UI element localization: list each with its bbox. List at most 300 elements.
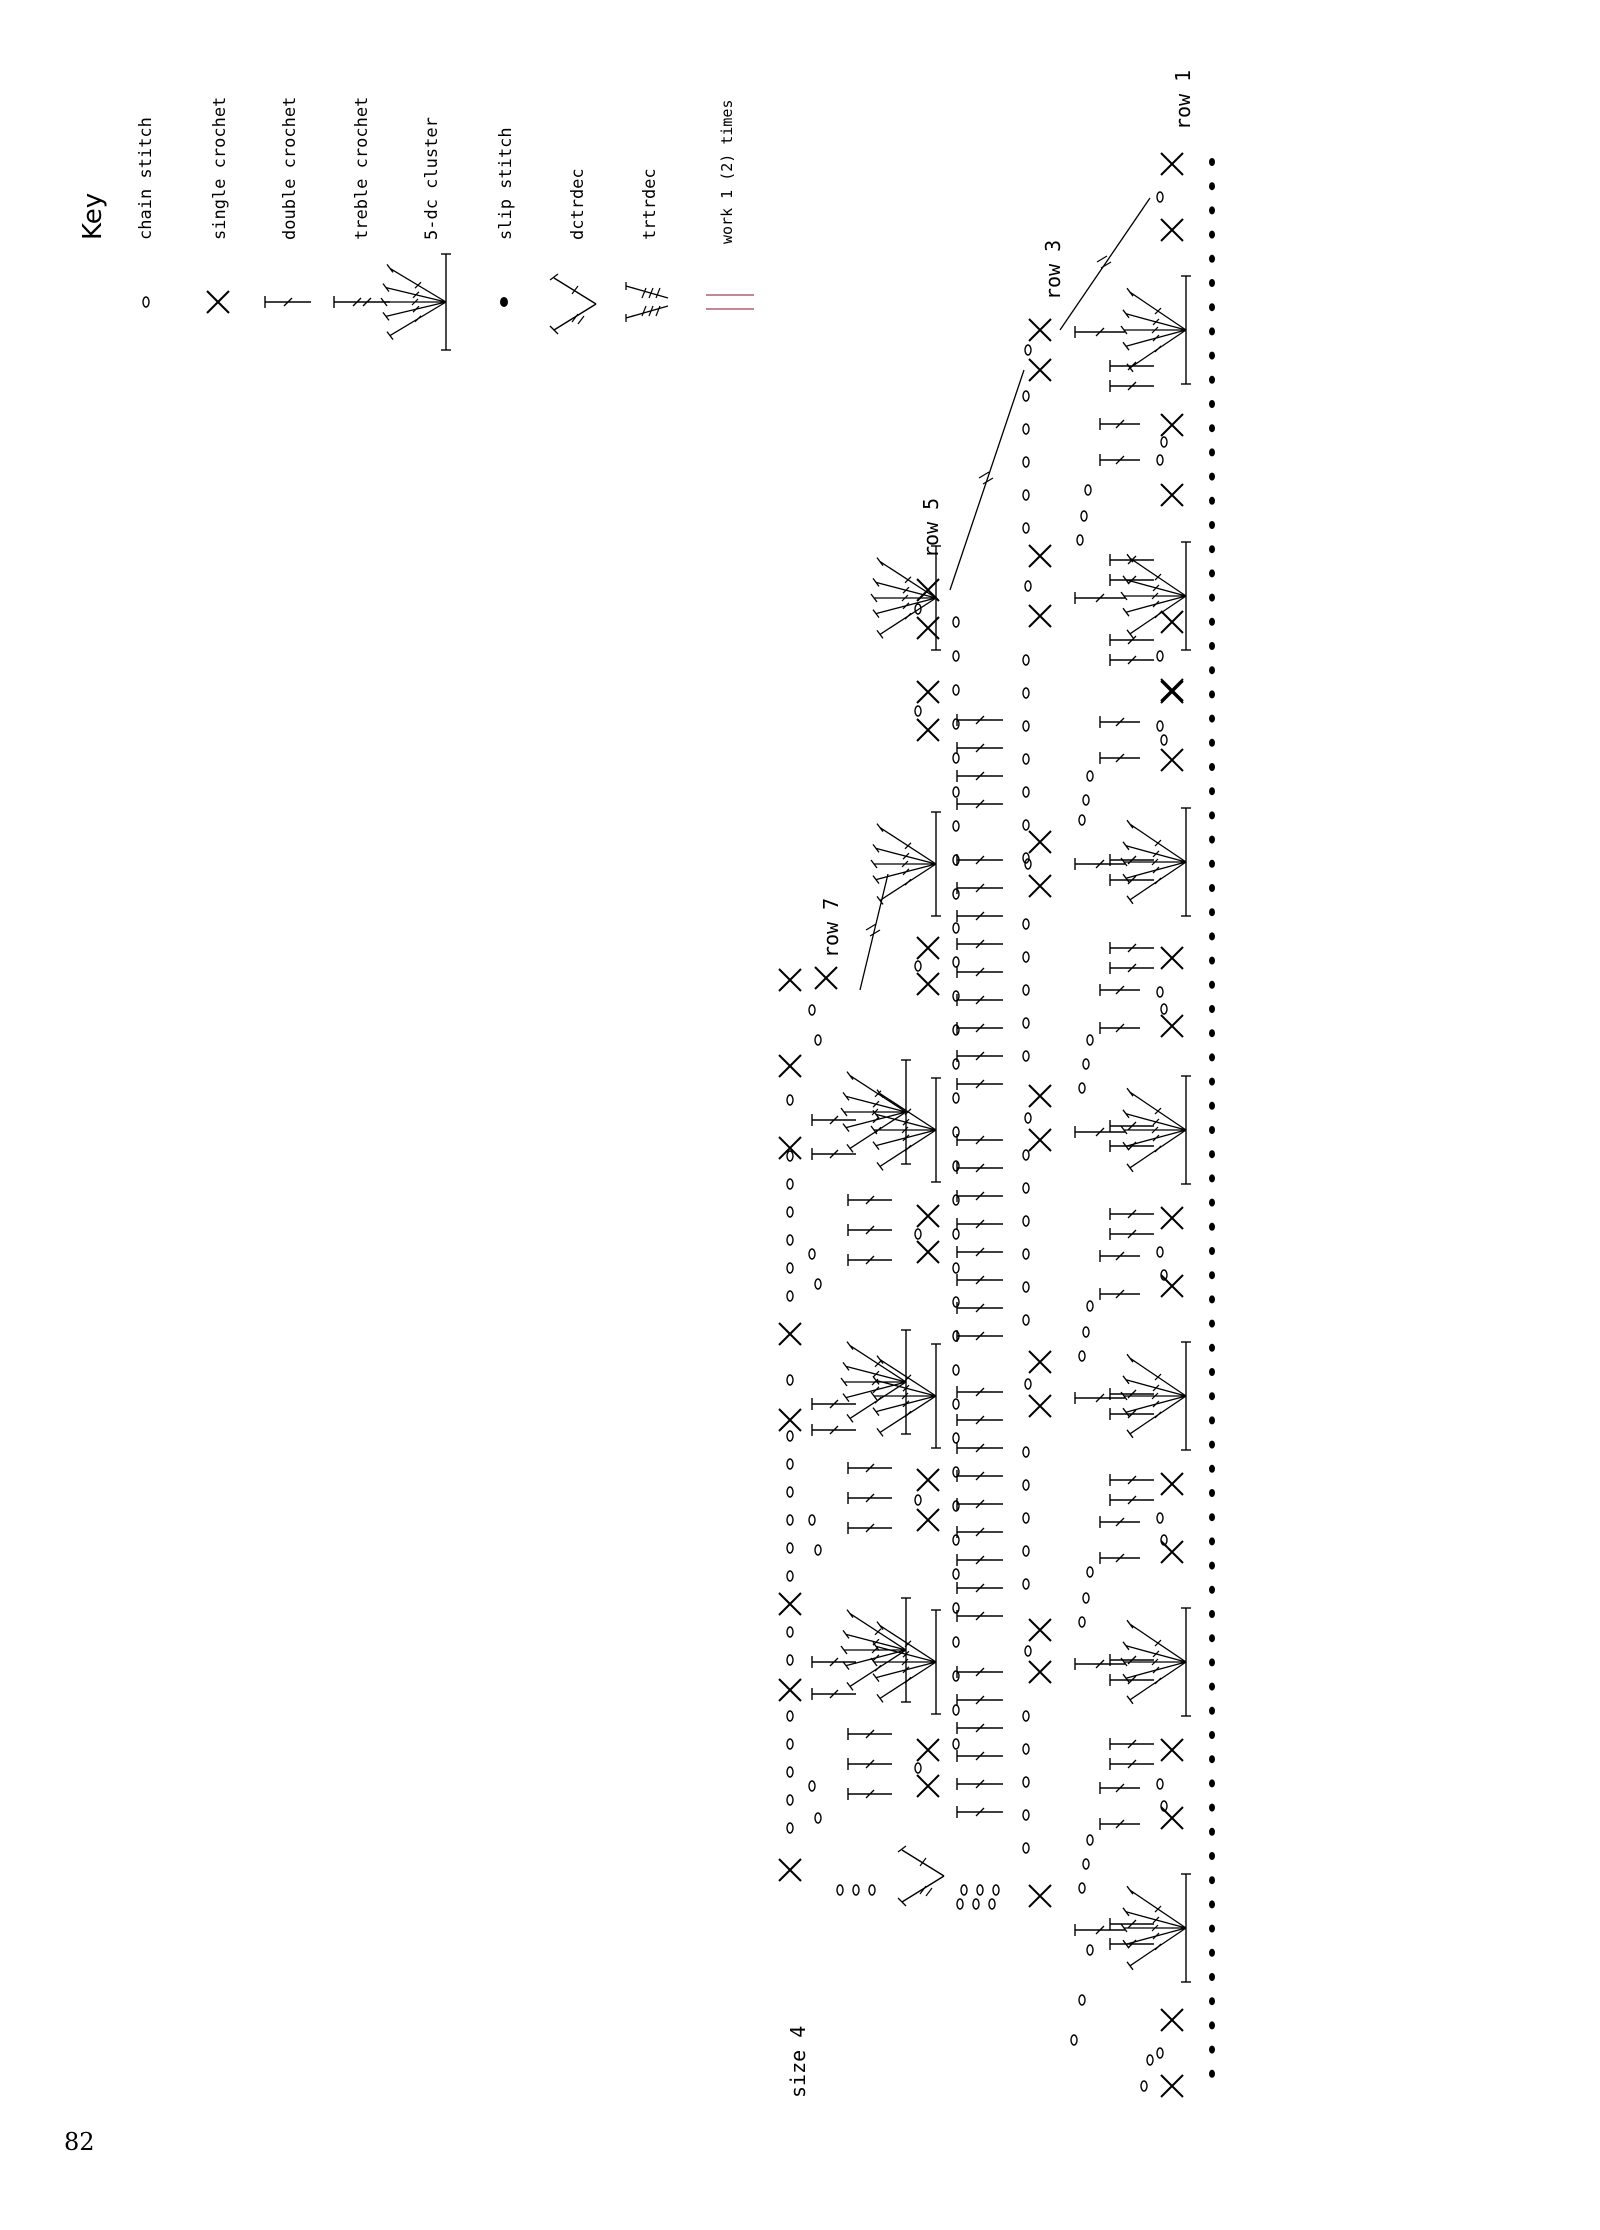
double-crochet-symbol (812, 1148, 856, 1160)
slip-stitch-symbol (1209, 1320, 1215, 1328)
chain-stitch-symbol (1025, 345, 1031, 355)
double-crochet-symbol (957, 1778, 1003, 1790)
single-crochet-symbol (1029, 1129, 1051, 1151)
chain-stitch-symbol (787, 1515, 793, 1525)
chain-stitch-symbol (977, 1885, 983, 1895)
turning-chain-row-5 (950, 370, 1024, 590)
slip-stitch-symbol (1209, 182, 1215, 190)
chain-stitch-symbol (1025, 1113, 1031, 1123)
single-crochet-symbol (1161, 1207, 1183, 1229)
chain-stitch-symbol (1157, 1247, 1163, 1257)
key-symbols (143, 254, 754, 350)
double-crochet-symbol (1110, 554, 1154, 566)
single-crochet-symbol (779, 1409, 801, 1431)
chain-stitch-symbol (1079, 1617, 1085, 1627)
slip-stitch-symbol (1209, 594, 1215, 602)
chain-stitch-symbol (1023, 1018, 1029, 1028)
slip-stitch-symbol (1209, 569, 1215, 577)
double-crochet-symbol (1110, 380, 1154, 392)
five-dc-cluster-symbol (871, 546, 941, 650)
slip-stitch-symbol (1209, 448, 1215, 456)
slip-stitch-symbol (1209, 690, 1215, 698)
double-crochet-symbol (957, 1414, 1003, 1426)
chain-stitch-symbol (1023, 1744, 1029, 1754)
chain-stitch-symbol (993, 1885, 999, 1895)
double-crochet-symbol (957, 1442, 1003, 1454)
row-label-5: row 5 (919, 497, 943, 558)
chain-stitch-symbol (953, 1127, 959, 1137)
chain-stitch-symbol (1079, 1351, 1085, 1361)
chain-stitch-symbol (787, 1543, 793, 1553)
chain-stitch-symbol (1079, 815, 1085, 825)
chain-stitch-symbol (915, 1229, 921, 1239)
double-crochet-symbol (957, 1582, 1003, 1594)
slip-stitch-symbol (1209, 2021, 1215, 2029)
double-crochet-symbol (1110, 942, 1154, 954)
chain-stitch-symbol (1023, 919, 1029, 929)
double-crochet-symbol (957, 1526, 1003, 1538)
slip-stitch-symbol (1209, 1029, 1215, 1037)
chain-stitch-symbol (1023, 1711, 1029, 1721)
double-crochet-symbol (957, 910, 1003, 922)
double-crochet-symbol (957, 742, 1003, 754)
chain-stitch-symbol (915, 1763, 921, 1773)
chain-stitch-symbol (1023, 523, 1029, 533)
key-title: Key (78, 192, 108, 240)
key-label-5dc-cluster: 5-dc cluster (422, 117, 442, 240)
double-crochet-symbol (957, 1470, 1003, 1482)
double-crochet-symbol (957, 714, 1003, 726)
slip-stitch-symbol (1209, 1973, 1215, 1981)
single-crochet-symbol (1161, 1739, 1183, 1761)
slip-stitch-symbol (1209, 1779, 1215, 1787)
chain-stitch-symbol (787, 1263, 793, 1273)
row-label-1: row 1 (1171, 69, 1195, 130)
slip-stitch-symbol (1209, 1755, 1215, 1763)
double-crochet-symbol (848, 1788, 892, 1800)
chain-stitch-symbol (953, 1637, 959, 1647)
slip-stitch-symbol (1209, 1804, 1215, 1812)
chain-stitch-symbol (1023, 1810, 1029, 1820)
chain-stitch-symbol (815, 1813, 821, 1823)
double-crochet-symbol (957, 1750, 1003, 1762)
slip-stitch-symbol (1209, 1489, 1215, 1497)
double-crochet-symbol (957, 1330, 1003, 1342)
chain-stitch-symbol (1023, 391, 1029, 401)
double-crochet-symbol (957, 1694, 1003, 1706)
slip-stitch-symbol (1209, 932, 1215, 940)
single-crochet-symbol (1161, 1473, 1183, 1495)
double-crochet-symbol (957, 1806, 1003, 1818)
chain-stitch-symbol (973, 1899, 979, 1909)
single-crochet-symbol (1161, 414, 1183, 436)
five-dc-cluster-symbol (841, 1598, 911, 1702)
single-crochet-symbol (1161, 749, 1183, 771)
slip-stitch-symbol (1209, 206, 1215, 214)
chain-stitch-symbol (915, 961, 921, 971)
chain-stitch-symbol (953, 1059, 959, 1069)
chain-stitch-symbol (1087, 1301, 1093, 1311)
slip-stitch-symbol (1209, 860, 1215, 868)
five-dc-cluster-symbol (1121, 1874, 1191, 1982)
single-crochet-symbol (815, 967, 837, 989)
chain-stitch-symbol (953, 617, 959, 627)
double-crochet-symbol (1100, 1250, 1140, 1262)
chain-stitch-symbol (915, 1495, 921, 1505)
single-crochet-symbol (1029, 319, 1051, 341)
slip-stitch-symbol (1209, 1925, 1215, 1933)
repeat-marker-symbol (706, 295, 754, 309)
slip-stitch-symbol (1209, 1852, 1215, 1860)
chain-stitch-symbol (787, 1207, 793, 1217)
double-crochet-symbol (1110, 574, 1154, 586)
slip-stitch-symbol (1209, 957, 1215, 965)
single-crochet-symbol (917, 681, 939, 703)
chain-stitch-symbol (809, 1781, 815, 1791)
chain-stitch-symbol (953, 957, 959, 967)
chain-stitch-symbol (1085, 485, 1091, 495)
double-crochet-symbol (1075, 592, 1125, 604)
double-crochet-symbol (812, 1398, 856, 1410)
chain-stitch-symbol (815, 1035, 821, 1045)
chain-stitch-symbol (1025, 1646, 1031, 1656)
chain-stitch-symbol (1161, 1004, 1167, 1014)
single-crochet-symbol (1161, 2075, 1183, 2097)
single-crochet-symbol (917, 1775, 939, 1797)
chain-stitch-symbol (869, 1885, 875, 1895)
slip-stitch-symbol (1209, 1949, 1215, 1957)
single-crochet-symbol (1029, 605, 1051, 627)
single-crochet-symbol (917, 1205, 939, 1227)
chain-stitch-symbol (1023, 1480, 1029, 1490)
chain-stitch-symbol (1157, 2048, 1163, 2058)
slip-stitch-symbol (1209, 521, 1215, 529)
chain-stitch-symbol (953, 1739, 959, 1749)
chain-stitch-symbol (915, 706, 921, 716)
chain-stitch-symbol (1087, 1035, 1093, 1045)
slip-stitch-symbol (1209, 303, 1215, 311)
chain-stitch-symbol (787, 1431, 793, 1441)
row-label-3: row 3 (1041, 239, 1065, 300)
chain-stitch-symbol (787, 1235, 793, 1245)
double-crochet-symbol (957, 994, 1003, 1006)
chain-stitch-symbol (1023, 952, 1029, 962)
chain-stitch-symbol (815, 1279, 821, 1289)
single-crochet-symbol (1029, 875, 1051, 897)
chain-stitch-symbol (1023, 1183, 1029, 1193)
chain-stitch-symbol (1023, 1843, 1029, 1853)
single-crochet-symbol (917, 937, 939, 959)
double-crochet-symbol (1100, 1818, 1140, 1830)
slip-stitch-symbol (1209, 836, 1215, 844)
chain-stitch-symbol (953, 1603, 959, 1613)
double-crochet-symbol (1075, 1126, 1125, 1138)
chain-stitch-symbol (787, 1767, 793, 1777)
slip-stitch-symbol (1209, 158, 1215, 166)
slip-stitch-symbol (1209, 2070, 1215, 2078)
double-crochet-symbol (957, 1246, 1003, 1258)
chain-stitch-symbol (1071, 2035, 1077, 2045)
double-crochet-symbol (812, 1114, 856, 1126)
chain-stitch-symbol (1023, 1579, 1029, 1589)
key-label-dctrdec: dctrdec (568, 168, 588, 240)
chain-stitch-symbol (787, 1711, 793, 1721)
slip-stitch-symbol (1209, 1223, 1215, 1231)
double-crochet-symbol (957, 1498, 1003, 1510)
double-crochet-symbol (957, 770, 1003, 782)
chain-stitch-symbol (787, 1095, 793, 1105)
double-crochet-symbol (1110, 1938, 1154, 1950)
chart-symbols (779, 153, 1215, 2097)
double-crochet-symbol (1075, 326, 1125, 338)
single-crochet-symbol (917, 973, 939, 995)
single-crochet-symbol (1161, 1275, 1183, 1297)
five-dc-cluster-symbol (1121, 1076, 1191, 1184)
chain-stitch-symbol (1023, 1282, 1029, 1292)
chain-stitch-symbol (953, 991, 959, 1001)
double-crochet-symbol (957, 966, 1003, 978)
chain-stitch-symbol (809, 1515, 815, 1525)
slip-stitch-symbol (1209, 327, 1215, 335)
slip-stitch-symbol (1209, 279, 1215, 287)
slip-stitch-symbol (1209, 473, 1215, 481)
slip-stitch-symbol (1209, 1126, 1215, 1134)
single-crochet-symbol (779, 1593, 801, 1615)
slip-stitch-symbol (1209, 400, 1215, 408)
slip-stitch-symbol (1209, 1997, 1215, 2005)
single-crochet-symbol (1161, 947, 1183, 969)
slip-stitch-symbol (1209, 908, 1215, 916)
double-crochet-symbol (812, 1424, 856, 1436)
double-crochet-symbol (1110, 962, 1154, 974)
chain-stitch-symbol (787, 1459, 793, 1469)
slip-stitch-symbol (1209, 1053, 1215, 1061)
slip-stitch-symbol (1209, 1199, 1215, 1207)
slip-stitch-symbol (1209, 255, 1215, 263)
turning-chain-row-7 (860, 874, 888, 990)
double-crochet-symbol (1100, 418, 1140, 430)
chain-stitch-symbol (953, 719, 959, 729)
slip-stitch-symbol (1209, 1247, 1215, 1255)
chain-stitch-symbol (1083, 1327, 1089, 1337)
chain-stitch-symbol (787, 1375, 793, 1385)
double-crochet-symbol (848, 1254, 892, 1266)
double-crochet-symbol (957, 1190, 1003, 1202)
chain-stitch-symbol (1023, 1216, 1029, 1226)
double-crochet-symbol (957, 1722, 1003, 1734)
single-crochet-symbol (1161, 681, 1183, 703)
double-crochet-symbol (957, 938, 1003, 950)
single-crochet-symbol (1029, 545, 1051, 567)
double-crochet-symbol (1100, 1022, 1140, 1034)
chain-stitch-symbol (787, 1151, 793, 1161)
single-crochet-symbol (1029, 1395, 1051, 1417)
chain-stitch-symbol (1023, 688, 1029, 698)
chain-stitch-symbol (787, 1823, 793, 1833)
five-dc-cluster-symbol (841, 1060, 911, 1164)
chain-stitch-symbol (787, 1571, 793, 1581)
double-crochet-symbol (1100, 1288, 1140, 1300)
slip-stitch-symbol (1209, 1392, 1215, 1400)
chain-stitch-symbol (787, 1795, 793, 1805)
chain-stitch-symbol (1087, 1945, 1093, 1955)
single-crochet-symbol (1161, 484, 1183, 506)
five-dc-cluster-symbol (381, 254, 451, 350)
double-crochet-symbol (1100, 1552, 1140, 1564)
single-crochet-symbol (207, 291, 229, 313)
chain-stitch-symbol (1079, 1083, 1085, 1093)
slip-stitch-symbol (1209, 1537, 1215, 1545)
chain-stitch-symbol (1023, 655, 1029, 665)
chain-stitch-symbol (787, 1627, 793, 1637)
slip-stitch-symbol (1209, 666, 1215, 674)
slip-stitch-symbol (1209, 1707, 1215, 1715)
single-crochet-symbol (779, 1137, 801, 1159)
slip-stitch-symbol (1209, 1465, 1215, 1473)
slip-stitch-symbol (1209, 497, 1215, 505)
key-label-single-crochet: single crochet (210, 96, 230, 240)
single-crochet-symbol (1161, 1015, 1183, 1037)
chain-stitch-symbol (1023, 853, 1029, 863)
chain-stitch-symbol (1023, 754, 1029, 764)
slip-stitch-symbol (1209, 1876, 1215, 1884)
key-label-trtrdec: trtrdec (640, 168, 660, 240)
chain-stitch-symbol (953, 1399, 959, 1409)
slip-stitch-symbol (1209, 1102, 1215, 1110)
slip-stitch-symbol (1209, 1174, 1215, 1182)
chain-stitch-symbol (961, 1885, 967, 1895)
slip-stitch-symbol (1209, 1731, 1215, 1739)
single-crochet-symbol (1161, 2009, 1183, 2031)
double-crochet-symbol (1100, 752, 1140, 764)
double-crochet-symbol (1110, 654, 1154, 666)
chain-stitch-symbol (1023, 1513, 1029, 1523)
double-crochet-symbol (957, 882, 1003, 894)
chain-stitch-symbol (1157, 1513, 1163, 1523)
double-crochet-symbol (1110, 1228, 1154, 1240)
five-dc-cluster-symbol (1121, 808, 1191, 916)
slip-stitch-symbol (1209, 642, 1215, 650)
chain-stitch-symbol (953, 1467, 959, 1477)
single-crochet-symbol (779, 1679, 801, 1701)
chain-stitch-symbol (1083, 1859, 1089, 1869)
chain-stitch-symbol (1087, 1835, 1093, 1845)
chain-stitch-symbol (953, 1365, 959, 1375)
double-crochet-symbol (957, 1078, 1003, 1090)
single-crochet-symbol (1029, 1351, 1051, 1373)
chain-stitch-symbol (953, 1671, 959, 1681)
slip-stitch-symbol (1209, 1828, 1215, 1836)
double-crochet-symbol (1110, 1494, 1154, 1506)
double-crochet-symbol (1110, 1140, 1154, 1152)
double-crochet-symbol (1100, 454, 1140, 466)
five-dc-cluster-symbol (1121, 542, 1191, 650)
slip-stitch-symbol (500, 297, 508, 307)
slip-stitch-symbol (1209, 1683, 1215, 1691)
key-label-treble-crochet: treble crochet (352, 96, 372, 240)
double-crochet-symbol (957, 1554, 1003, 1566)
five-dc-cluster-symbol (1121, 276, 1191, 384)
chain-stitch-symbol (953, 1569, 959, 1579)
double-crochet-symbol (957, 1666, 1003, 1678)
slip-stitch-symbol (1209, 811, 1215, 819)
chain-stitch-symbol (809, 1005, 815, 1015)
turning-chain-row-3 (1060, 198, 1150, 330)
key-label-double-crochet: double crochet (280, 96, 300, 240)
chain-stitch-symbol (1025, 859, 1031, 869)
double-crochet-symbol (957, 1302, 1003, 1314)
single-crochet-symbol (1161, 611, 1183, 633)
chain-stitch-symbol (1157, 721, 1163, 731)
chain-stitch-symbol (953, 1161, 959, 1171)
chain-stitch-symbol (957, 1899, 963, 1909)
slip-stitch-symbol (1209, 739, 1215, 747)
slip-stitch-symbol (1209, 1658, 1215, 1666)
single-crochet-symbol (917, 1509, 939, 1531)
double-crochet-symbol (265, 296, 311, 308)
double-crochet-symbol (812, 1656, 856, 1668)
slip-stitch-symbol (1209, 1295, 1215, 1303)
double-crochet-symbol (1100, 984, 1140, 996)
chain-stitch-symbol (953, 1229, 959, 1239)
chain-stitch-symbol (953, 889, 959, 899)
chain-stitch-symbol (1157, 651, 1163, 661)
chain-stitch-symbol (1023, 1249, 1029, 1259)
slip-stitch-symbol (1209, 231, 1215, 239)
chain-stitch-symbol (953, 1297, 959, 1307)
slip-stitch-symbol (1209, 1416, 1215, 1424)
double-crochet-symbol (957, 1386, 1003, 1398)
chain-stitch-symbol (1023, 1447, 1029, 1457)
row-label-7: row 7 (819, 897, 843, 958)
chain-stitch-symbol (1157, 192, 1163, 202)
chain-stitch-symbol (1161, 437, 1167, 447)
chain-stitch-symbol (1023, 1546, 1029, 1556)
double-crochet-symbol (848, 1728, 892, 1740)
double-crochet-symbol (1075, 1924, 1125, 1936)
slip-stitch-symbol (1209, 981, 1215, 989)
chain-stitch-symbol (787, 1179, 793, 1189)
chain-stitch-symbol (1023, 985, 1029, 995)
chain-stitch-symbol (837, 1885, 843, 1895)
slip-stitch-symbol (1209, 545, 1215, 553)
slip-stitch-symbol (1209, 1271, 1215, 1279)
trtrdec-symbol (626, 282, 668, 322)
page-number: 82 (64, 2128, 95, 2156)
chain-stitch-symbol (953, 1025, 959, 1035)
double-crochet-symbol (957, 1274, 1003, 1286)
single-crochet-symbol (779, 1859, 801, 1881)
chain-stitch-symbol (953, 821, 959, 831)
key-label-slip-stitch: slip stitch (496, 127, 516, 240)
chain-stitch-symbol (1087, 1567, 1093, 1577)
slip-stitch-symbol (1209, 2046, 1215, 2054)
chain-stitch-symbol (787, 1655, 793, 1665)
chain-stitch-symbol (1023, 721, 1029, 731)
chain-stitch-symbol (787, 1487, 793, 1497)
double-crochet-symbol (1110, 1408, 1154, 1420)
single-crochet-symbol (1161, 219, 1183, 241)
double-crochet-symbol (1110, 1474, 1154, 1486)
chain-stitch-symbol (953, 787, 959, 797)
single-crochet-symbol (779, 1055, 801, 1077)
single-crochet-symbol (1029, 1619, 1051, 1641)
chain-stitch-symbol (1023, 1150, 1029, 1160)
double-crochet-symbol (957, 1218, 1003, 1230)
chain-stitch-symbol (953, 651, 959, 661)
double-crochet-symbol (1110, 1758, 1154, 1770)
single-crochet-symbol (1029, 831, 1051, 853)
